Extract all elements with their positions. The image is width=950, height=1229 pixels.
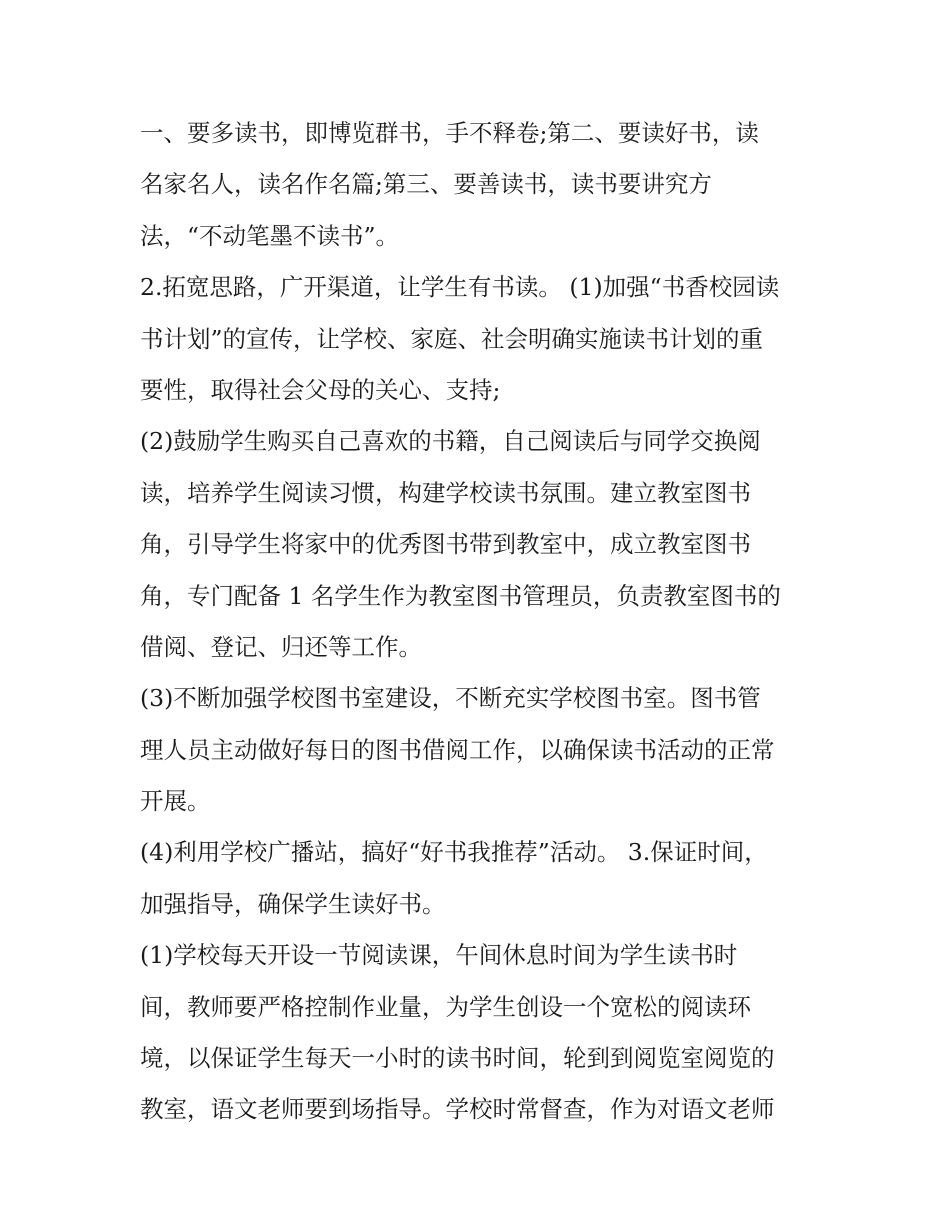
text-line: (3)不断加强学校图书室建设，不断充实学校图书室。图书管 bbox=[140, 684, 761, 713]
text-line: 角，引导学生将家中的优秀图书带到教室中，成立教室图书 bbox=[140, 530, 751, 559]
text-line: 借阅、登记、归还等工作。 bbox=[140, 632, 422, 661]
text-line: 角，专门配备 1 名学生作为教室图书管理员，负责教室图书的 bbox=[140, 581, 781, 610]
body-text bbox=[140, 108, 820, 1136]
text-line: 加强指导，确保学生读好书。 bbox=[140, 889, 446, 918]
text-line: 理人员主动做好每日的图书借阅工作，以确保读书活动的正常 bbox=[140, 735, 775, 764]
text-line: 2.拓宽思路，广开渠道，让学生有书读。 (1)加强“书香校园读 bbox=[140, 273, 780, 302]
text-line: (4)利用学校广播站，搞好“好书我推荐”活动。 3.保证时间， bbox=[140, 838, 768, 867]
text-line: 间，教师要严格控制作业量，为学生创设一个宽松的阅读环 bbox=[140, 992, 751, 1021]
text-line: 名家名人，读名作名篇;第三、要善读书，读书要讲究方 bbox=[140, 170, 712, 199]
text-line: (2)鼓励学生购买自己喜欢的书籍，自己阅读后与同学交换阅 bbox=[140, 427, 761, 456]
text-line: 法，“不动笔墨不读书”。 bbox=[140, 221, 400, 250]
text-line: 要性，取得社会父母的关心、支持; bbox=[140, 375, 501, 404]
text-line: 境，以保证学生每天一小时的读书时间，轮到到阅览室阅览的 bbox=[140, 1044, 775, 1073]
text-line: 开展。 bbox=[140, 787, 211, 816]
text-line: 教室，语文老师要到场指导。学校时常督查，作为对语文老师 bbox=[140, 1095, 775, 1124]
text-line: (1)学校每天开设一节阅读课，午间休息时间为学生读书时 bbox=[140, 941, 738, 970]
text-line: 书计划”的宣传，让学校、家庭、社会明确实施读书计划的重 bbox=[140, 324, 764, 353]
text-line: 读，培养学生阅读习惯，构建学校读书氛围。建立教室图书 bbox=[140, 478, 751, 507]
text-line: 一、要多读书，即博览群书，手不释卷;第二、要读好书，读 bbox=[140, 119, 759, 147]
